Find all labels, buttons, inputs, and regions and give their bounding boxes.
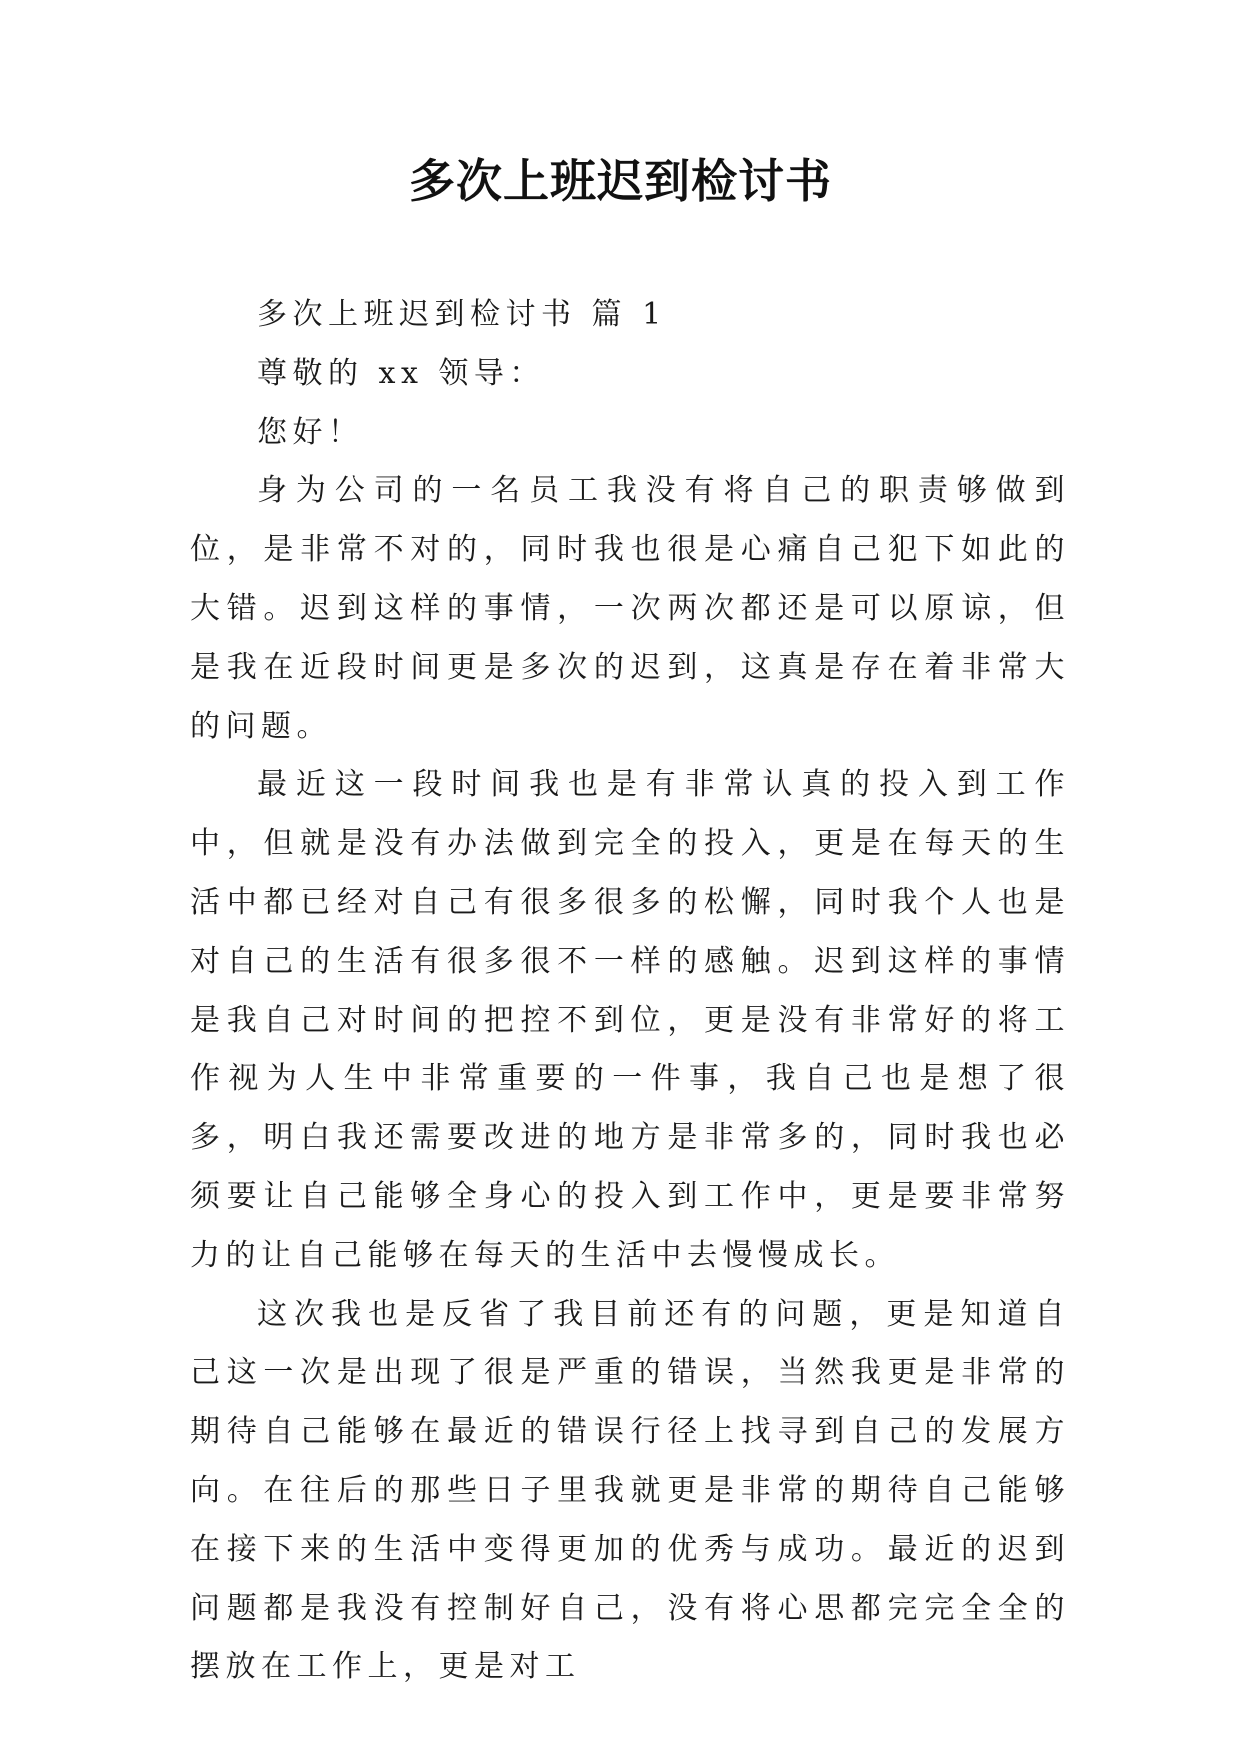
document-body xyxy=(190,286,1070,1697)
greeting: 您好！ xyxy=(257,414,364,450)
salutation: 尊敬的 xx 领导： xyxy=(257,355,545,391)
paragraph: 最近这一段时间我也是有非常认真的投入到工作中，但就是没有办法做到完全的投入，更是在每天的生活中都已经对自己有很多很多的松懈，同时我个人也是对自己的生活有很多很不一样的感触。迟到这样的事情是我自己对时间的把控不到位，更是没有非常好的将工作视为人生中非常重要的一件事，我自己也是想了很多，明白我还需要改进的地方是非常多的，同时我也必须要让自己能够全身心的投入到工作中，更是要非常努力的让自己能够在每天的生活中去慢慢成长。 xyxy=(190,767,1070,1273)
section-heading: 多次上班迟到检讨书 篇 1 xyxy=(257,297,667,332)
paragraph: 这次我也是反省了我目前还有的问题，更是知道自己这一次是出现了很是严重的错误，当然我更是非常的期待自己能够在最近的错误行径上找寻到自己的发展方向。在往后的那些日子里我就更是非常的期待自己能够在接下来的生活中变得更加的优秀与成功。最近的迟到问题都是我没有控制好自己，没有将心思都完完全全的摆放在工作上，更是对工 xyxy=(190,1296,1070,1685)
document-title: 多次上班迟到检讨书 xyxy=(409,154,832,208)
paragraph: 身为公司的一名员工我没有将自己的职责够做到位，是非常不对的，同时我也很是心痛自己犯下如此的大错。迟到这样的事情，一次两次都还是可以原谅，但是我在近段时间更是多次的迟到，这真是存在着非常大的问题。 xyxy=(190,473,1070,744)
